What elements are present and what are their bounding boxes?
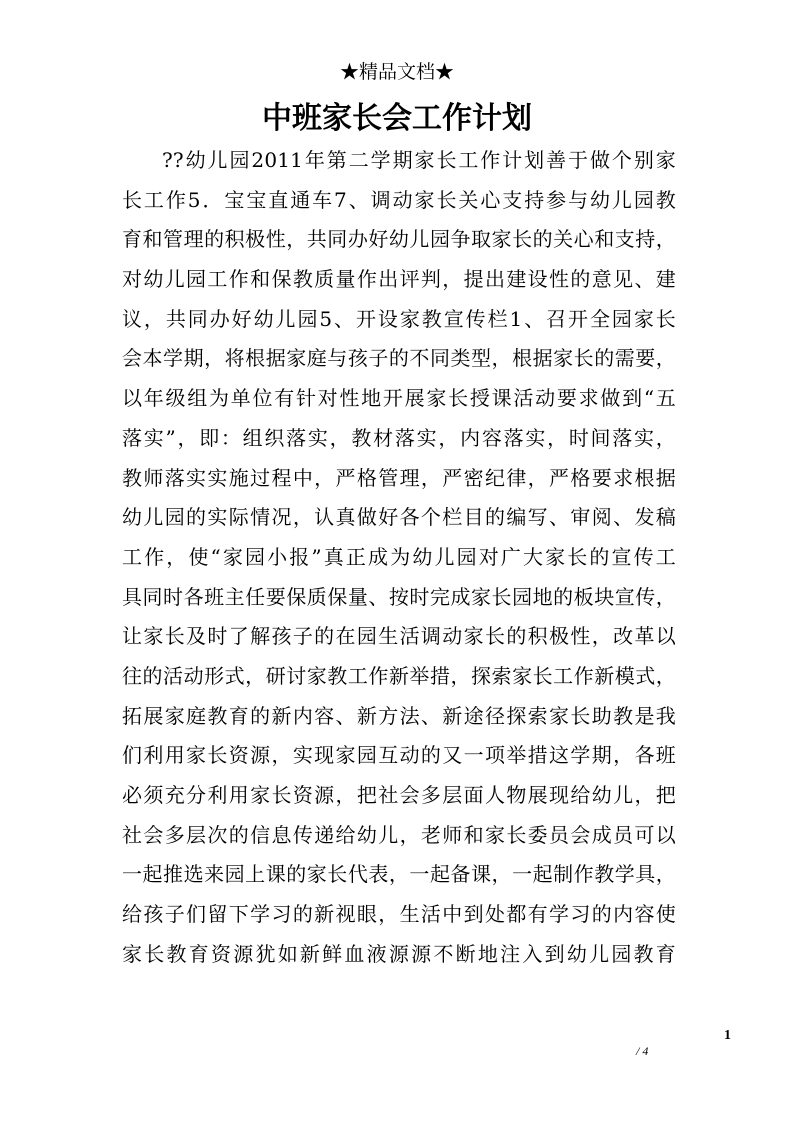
text-line: 必须充分利用家长资源，把社会多层面人物展现给幼儿，把 [122,783,676,807]
text-line: 工作，使“家园小报”真正成为幼儿园对广大家长的宣传工 [122,544,676,569]
text-line: 幼儿园的实际情况，认真做好各个栏目的编写、审阅、发稿 [122,505,676,530]
text-line: 社会多层次的信息传递给幼儿，老师和家长委员会成员可以 [122,822,676,847]
text-line: 给孩子们留下学习的新视眼，生活中到处都有学习的内容使 [122,902,676,927]
text-line: ??幼儿园2011年第二学期家长工作计划善于做个别家 [162,148,676,172]
text-line: 会本学期，将根据家庭与孩子的不同类型，根据家长的需要， [122,346,676,371]
text-line: 教师落实实施过程中，严格管理，严密纪律，严格要求根据 [122,465,676,490]
text-line: 家长教育资源犹如新鲜血液源源不断地注入到幼儿园教育 [122,941,676,966]
body-paragraph [122,141,676,974]
text-line: 长工作5．宝宝直通车7、调动家长关心支持参与幼儿园教 [122,187,676,212]
text-line: 们利用家长资源，实现家园互动的又一项举措这学期，各班 [122,743,676,768]
text-line: 具同时各班主任要保质保量、按时完成家长园地的板块宣传， [122,584,676,609]
text-line: 育和管理的积极性，共同办好幼儿园争取家长的关心和支持， [122,227,676,252]
text-line: 议，共同办好幼儿园5、开设家教宣传栏1、召开全园家长 [122,306,676,331]
document-header: ★精品文档★ [339,61,454,83]
text-line: 以年级组为单位有针对性地开展家长授课活动要求做到“五 [122,386,676,411]
text-line: 一起推选来园上课的家长代表，一起备课，一起制作教学具， [122,862,676,887]
page-number: 1 [724,1028,731,1043]
text-line: 往的活动形式，研讨家教工作新举措，探索家长工作新模式， [122,663,676,688]
page-count: / 4 [636,1044,649,1058]
text-line: 拓展家庭教育的新内容、新方法、新途径探索家长助教是我 [122,703,676,728]
document-title: 中班家长会工作计划 [262,101,532,136]
text-line: 让家长及时了解孩子的在园生活调动家长的积极性，改革以 [122,624,676,649]
text-line: 对幼儿园工作和保教质量作出评判，提出建设性的意见、建 [122,267,676,292]
text-line: 落实”，即：组织落实，教材落实，内容落实，时间落实， [122,425,676,450]
